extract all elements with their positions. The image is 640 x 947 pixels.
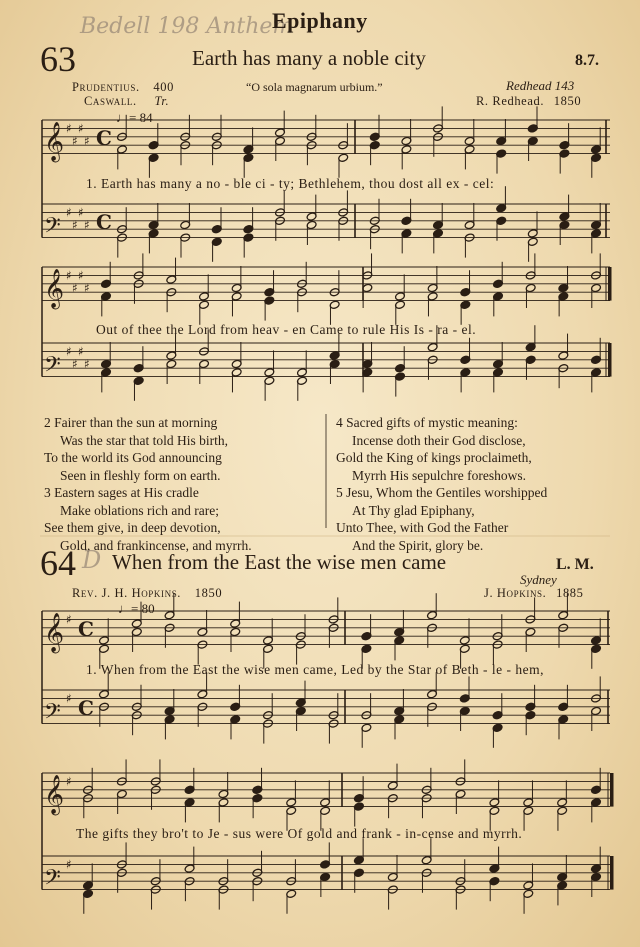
verse-stanza-1-line-2: Incense doth their God disclose, <box>352 432 526 448</box>
author-year: 1850 <box>194 586 223 600</box>
author-63 <box>72 80 174 95</box>
page-header: Epiphany <box>272 8 368 33</box>
translator-63 <box>84 94 169 109</box>
hymn-number-64: 64 <box>40 543 76 583</box>
sharp-icon: ♯ <box>72 357 78 371</box>
author-64 <box>72 586 222 601</box>
author-year: 400 <box>153 80 174 94</box>
time-signature-icon: C <box>96 126 112 151</box>
final-bar <box>610 856 614 890</box>
sharp-icon: ♯ <box>84 134 90 148</box>
bass-clef-icon: 𝄢 <box>44 352 61 383</box>
composer-name: R. Redhead. <box>476 94 545 108</box>
sharp-icon: ♯ <box>66 857 72 872</box>
verse-stanza-1-line-3: To the world its God announcing <box>44 450 222 465</box>
sharp-icon: ♯ <box>72 218 78 232</box>
composer-year: 1885 <box>556 586 584 600</box>
latin-title-63: “O sola magnarum urbium.” <box>246 80 383 94</box>
sharp-icon: ♯ <box>84 281 90 295</box>
hymn-title-63: Earth has many a noble city <box>192 46 426 70</box>
tune-name-63: Redhead 143 <box>506 78 575 93</box>
treble-clef-icon: 𝄞 <box>44 121 65 162</box>
sharp-icon: ♯ <box>66 774 72 789</box>
composer-64 <box>484 586 584 601</box>
translator-tag: Tr. <box>154 94 170 108</box>
hymn-title-64: When from the East the wise men came <box>112 550 447 574</box>
lyric-64-line2: The gifts they bro't to Je - sus were Of gold and frank - in-cense and myrrh. <box>76 826 523 841</box>
verse-stanza-2-line-4: And the Spirit, glory be. <box>352 537 484 553</box>
sharp-icon: ♯ <box>78 268 84 283</box>
verse-stanza-1-line-3: Gold the King of kings proclaimeth, <box>336 450 532 465</box>
treble-clef-icon: 𝄞 <box>44 268 65 309</box>
verse-stanza-2-line-1: 3 Eastern sages at His cradle <box>44 485 199 500</box>
composer-name: J. Hopkins. <box>484 586 547 600</box>
verse-stanza-2-line-3: Unto Thee, with God the Father <box>336 520 509 535</box>
sharp-icon: ♯ <box>72 134 78 148</box>
sharp-icon: ♯ <box>66 691 72 706</box>
treble-clef-icon: 𝄞 <box>44 774 65 815</box>
sharp-icon: ♯ <box>66 121 72 136</box>
verse-stanza-1-line-1: 2 Fairer than the sun at morning <box>44 415 218 430</box>
meter-64: L. M. <box>556 556 594 573</box>
composer-year: 1850 <box>553 94 582 108</box>
final-bar <box>610 773 614 807</box>
bass-clef-icon: 𝄢 <box>44 699 61 730</box>
verses-right-63 <box>336 414 547 554</box>
verse-stanza-2-line-2: At Thy glad Epiphany, <box>352 502 475 518</box>
sharp-icon: ♯ <box>78 205 84 220</box>
tempo-63: ♩= 84 <box>116 110 153 125</box>
sharp-icon: ♯ <box>66 612 72 627</box>
verse-stanza-2-line-2: Make oblations rich and rare; <box>60 502 219 518</box>
translator-name: Caswall. <box>84 94 137 108</box>
meter-63: 8.7. <box>575 52 599 69</box>
pencil-annotation: Bedell 198 Anthem <box>80 14 294 39</box>
sharp-icon: ♯ <box>84 357 90 371</box>
verse-stanza-1-line-4: Myrrh His sepulchre foreshows. <box>352 467 526 483</box>
final-bar <box>608 343 612 377</box>
verse-stanza-2-line-1: 5 Jesu, Whom the Gentiles worshipped <box>336 485 548 500</box>
sharp-icon: ♯ <box>66 268 72 283</box>
hymn-number-63: 63 <box>40 39 76 79</box>
verse-stanza-1-line-4: Seen in fleshly form on earth. <box>60 467 221 483</box>
sharp-icon: ♯ <box>78 344 84 359</box>
lyric-64-line1: 1. When from the East the wise men came, Led by the Star of Beth - le - hem, <box>86 662 544 677</box>
sharp-icon: ♯ <box>72 281 78 295</box>
verse-stanza-1-line-1: 4 Sacred gifts of mystic meaning: <box>336 415 518 430</box>
verses-left-63 <box>44 414 252 554</box>
lyric-63-line2: Out of thee the Lord from heav - en Came to rule His Is - ra - el. <box>96 322 477 337</box>
time-signature-icon: C <box>78 696 94 721</box>
verse-stanza-2-line-4: Gold, and frankincense, and myrrh. <box>60 537 252 553</box>
time-signature-icon: C <box>78 617 94 642</box>
sharp-icon: ♯ <box>84 218 90 232</box>
sharp-icon: ♯ <box>66 205 72 220</box>
author-name: Rev. J. H. Hopkins. <box>72 586 182 600</box>
pencil-mark-64: D <box>82 546 102 574</box>
time-signature-icon: C <box>96 210 112 235</box>
author-name: Prudentius. <box>72 80 140 94</box>
tune-name-64: Sydney <box>520 572 557 587</box>
bass-clef-icon: 𝄢 <box>44 213 61 244</box>
tempo-64: ♩= 80 <box>118 601 155 616</box>
sharp-icon: ♯ <box>78 121 84 136</box>
verse-stanza-1-line-2: Was the star that told His birth, <box>60 432 229 448</box>
final-bar <box>608 267 612 301</box>
treble-clef-icon: 𝄞 <box>44 612 65 653</box>
verse-stanza-2-line-3: See them give, in deep devotion, <box>44 520 221 535</box>
lyric-63-line1: 1. Earth has many a no - ble ci - ty; Bethlehem, thou dost all ex - cel: <box>86 176 495 191</box>
sharp-icon: ♯ <box>66 344 72 359</box>
bass-clef-icon: 𝄢 <box>44 865 61 896</box>
composer-63 <box>476 94 581 109</box>
